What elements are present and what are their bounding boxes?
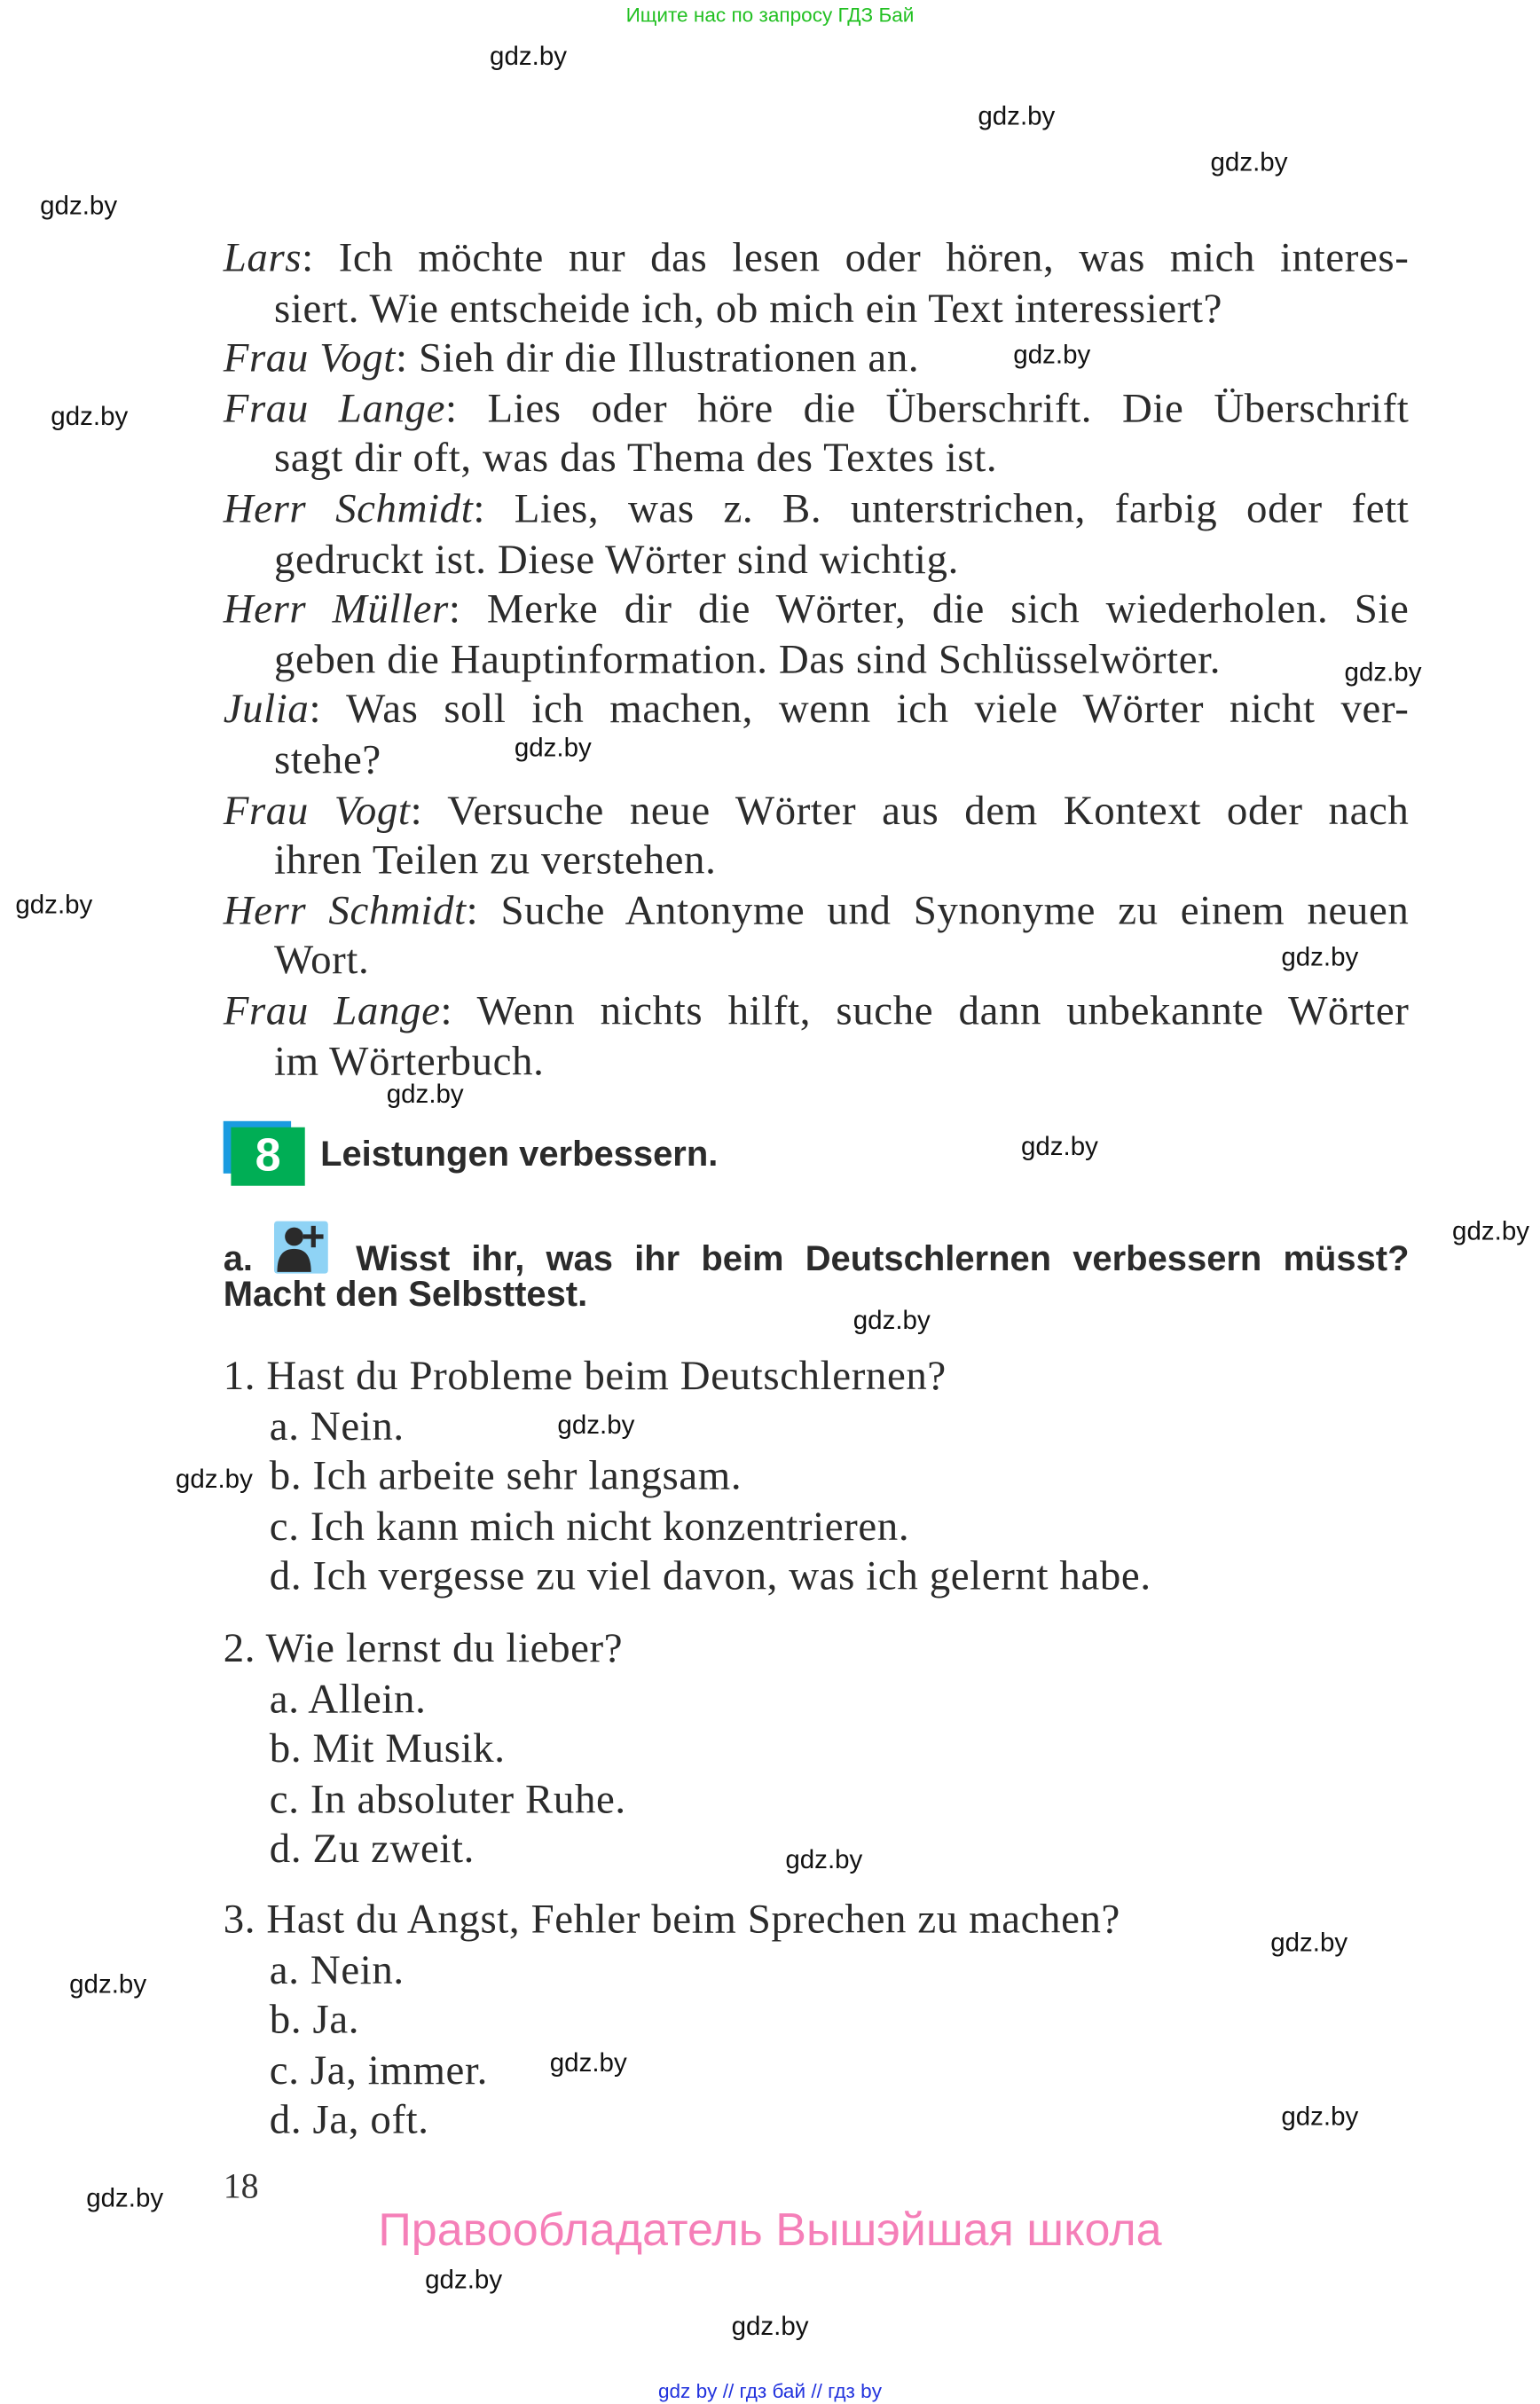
dialogue-text: siert. Wie entscheide ich, ob mich ein Text interessiert? [274,284,1223,331]
dialogue-line [224,433,1410,483]
page-number: 18 [223,2166,259,2205]
dialogue [224,232,1410,1086]
answer-option[interactable]: d. Zu zweit. [269,1825,475,1872]
watermark-text: gdz.by [1344,657,1422,687]
watermark-text: gdz.by [1270,1928,1348,1958]
answer-option[interactable]: a. Nein. [269,1945,405,1992]
speaker-name: Frau Vogt [223,334,396,381]
question-text: 2. Wie lernst du lieber? [223,1624,624,1671]
task-instruction [224,1222,1410,1317]
dialogue-entry [224,684,1410,784]
dialogue-text: : Lies oder höre die Überschrift. Die Überschrift [445,384,1410,431]
dialogue-line [224,684,1410,735]
dialogue-text: : Lies, was z. B. unterstrichen, farbig oder fett [473,484,1410,531]
watermark-text: gdz.by [1281,942,1359,972]
answer-option[interactable]: b. Ja. [269,1996,360,2043]
dialogue-entry [224,333,1410,383]
answer-option[interactable]: b. Ich arbeite sehr langsam. [269,1452,742,1499]
speaker-name: Frau Lange [223,384,446,431]
exercise-number: 8 [231,1127,304,1186]
watermark-text: gdz.by [425,2265,503,2295]
dialogue-text: : Versuche neue Wörter aus dem Kontext oder nach [410,786,1410,833]
speaker-name: Herr Schmidt [223,886,467,933]
watermark-text: gdz.by [1452,1216,1530,1246]
dialogue-line [224,584,1410,634]
dialogue-line [224,885,1410,936]
dialogue-line [224,534,1410,585]
speaker-name: Herr Müller [223,585,449,632]
watermark-text: gdz.by [852,1306,931,1336]
speaker-name: Frau Vogt [223,786,411,833]
speaker-name: Julia [223,686,310,733]
dialogue-text: stehe? [274,735,381,782]
dialogue-text: : Wenn nichts hilft, suche dann unbekannte Wörter [440,986,1410,1033]
dialogue-text: : Sieh dir die Illustrationen an. [395,334,920,381]
answer-option[interactable]: d. Ich vergesse zu viel davon, was ich gelernt habe. [269,1552,1151,1599]
answer-option[interactable]: b. Mit Musik. [269,1724,506,1772]
dialogue-text: : Merke dir die Wörter, die sich wiederholen. Sie [448,585,1410,632]
answer-option[interactable]: a. Allein. [269,1675,427,1722]
footer-links[interactable]: gdz by // гдз бай // гдз by [657,2379,883,2403]
dialogue-entry [224,785,1410,885]
watermark-text: gdz.by [1020,1131,1098,1161]
question-text: 1. Hast du Probleme beim Deutschlernen? [223,1352,947,1399]
dialogue-line [224,383,1410,434]
dialogue-line [224,283,1410,334]
dialogue-line [224,935,1410,986]
pair-work-person-plus-icon [274,1222,328,1274]
dialogue-line [224,232,1410,283]
dialogue-text: : Suche Antonyme und Synonyme zu einem neuen [466,886,1410,933]
dialogue-line [224,986,1410,1036]
watermark-text: gdz.by [51,402,129,432]
dialogue-entry [224,483,1410,584]
watermark-text: gdz.by [15,890,93,920]
answer-option[interactable]: d. Ja, oft. [269,2096,429,2143]
dialogue-text: geben die Hauptinformation. Das sind Schlüsselwörter. [274,635,1222,682]
watermark-text: gdz.by [1210,147,1288,177]
question-block [224,1350,1151,1601]
dialogue-text: sagt dir oft, was das Thema des Textes ist. [274,435,998,482]
watermark-text: gdz.by [514,733,592,763]
task-letter: a. [223,1237,254,1278]
answer-option[interactable]: c. Ja, immer. [269,2046,488,2093]
dialogue-line [224,835,1410,885]
watermark-text: gdz.by [1013,340,1091,370]
dialogue-text: : Ich möchte nur das lesen oder hören, was mich interes- [302,233,1410,280]
dialogue-entry [224,584,1410,684]
watermark-text: gdz.by [175,1464,253,1494]
dialogue-line [224,735,1410,785]
watermark-text: gdz.by [557,1410,635,1441]
speaker-name: Frau Lange [223,986,441,1033]
dialogue-line [224,785,1410,836]
dialogue-entry [224,986,1410,1086]
exercise-title: Leistungen verbessern. [320,1133,719,1174]
watermark-text: gdz.by [69,1969,147,1999]
copyright-notice: Правообладатель Вышэйшая школа [378,2204,1162,2257]
question-text: 3. Hast du Angst, Fehler beim Sprechen zu machen? [223,1896,1120,1943]
dialogue-text: im Wörterbuch. [274,1037,545,1084]
dialogue-text: ihren Teilen zu verstehen. [274,836,717,883]
search-hint[interactable]: Ищите нас по запросу ГДЗ Бай [625,3,915,27]
task-text-line1: Wisst ihr, was ihr beim Deutschlernen verbessern müsst? [356,1237,1410,1278]
speaker-name: Lars [223,233,302,280]
dialogue-text: : Was soll ich machen, wenn ich viele Wörter nicht ver- [309,686,1410,733]
answer-option[interactable]: a. Nein. [269,1402,405,1449]
dialogue-text: Wort. [274,937,370,984]
watermark-text: gdz.by [785,1844,863,1874]
watermark-text: gdz.by [549,2047,627,2078]
watermark-text: gdz.by [40,191,118,221]
dialogue-entry [224,232,1410,333]
dialogue-line [224,483,1410,534]
dialogue-line [224,1035,1410,1086]
question-block [224,1894,1120,2145]
watermark-text: gdz.by [731,2311,809,2341]
watermark-text: gdz.by [386,1079,464,1109]
dialogue-line [224,634,1410,685]
watermark-text: gdz.by [978,101,1056,131]
question-block [224,1623,626,1874]
speaker-name: Herr Schmidt [223,484,474,531]
dialogue-entry [224,383,1410,483]
task-text-line2: Macht den Selbsttest. [223,1273,588,1314]
dialogue-entry [224,885,1410,986]
watermark-text: gdz.by [86,2183,164,2213]
dialogue-line [224,333,1410,383]
answer-option[interactable]: c. Ich kann mich nicht konzentrieren. [269,1502,910,1550]
watermark-text: gdz.by [490,41,568,71]
watermark-text: gdz.by [1281,2102,1359,2132]
dialogue-text: gedruckt ist. Diese Wörter sind wichtig. [274,535,959,582]
answer-option[interactable]: c. In absoluter Ruhe. [269,1775,626,1822]
exercise-number-badge [224,1121,301,1182]
